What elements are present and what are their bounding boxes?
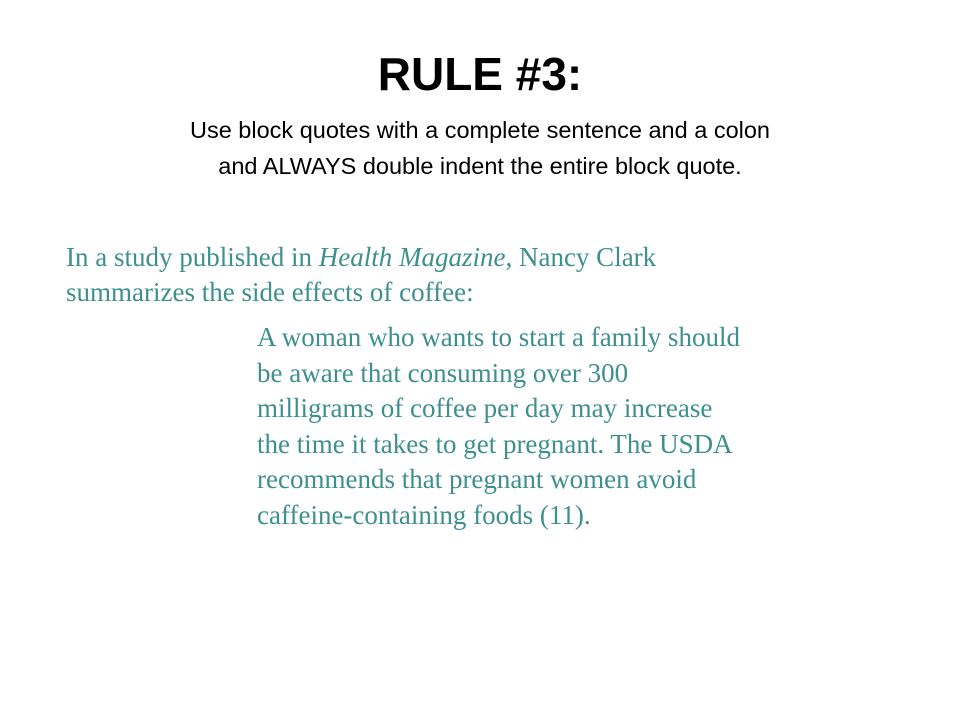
slide-title: RULE #3:	[377, 48, 583, 100]
quote-line-1: A woman who wants to start a family should	[257, 322, 740, 352]
slide-subtitle	[40, 112, 920, 184]
intro-text-start: In a study published in	[66, 242, 319, 272]
subtitle-line-2: and ALWAYS double indent the entire block quote.	[218, 153, 742, 179]
block-quote	[257, 320, 877, 533]
intro-text-line-2: summarizes the side effects of coffee:	[66, 277, 474, 307]
quote-line-6: caffeine-containing foods (11).	[257, 499, 591, 530]
quote-line-5: recommends that pregnant women avoid	[257, 464, 697, 494]
subtitle-line-1: Use block quotes with a complete sentence and a colon	[189, 117, 771, 143]
intro-text-author: Nancy Clark	[512, 242, 657, 272]
quote-line-3: milligrams of coffee per day may increase	[257, 393, 713, 423]
quote-line-2: be aware that consuming over 300	[257, 357, 629, 388]
publication-title: Health Magazine,	[318, 242, 513, 272]
quote-line-4: the time it takes to get pregnant. The USDA	[257, 428, 733, 459]
intro-sentence	[66, 240, 886, 310]
